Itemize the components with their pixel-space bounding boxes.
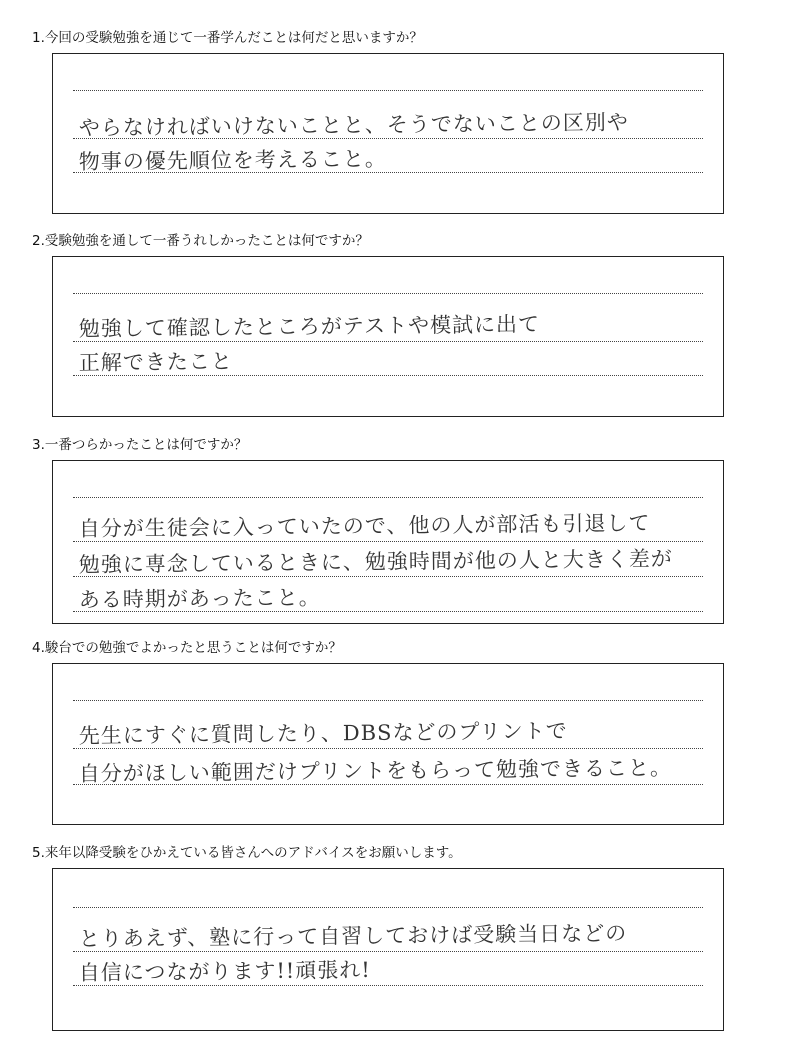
handwritten-answer-line: 勉強に専念しているときに、勉強時間が他の人と大きく差が (78, 546, 673, 578)
handwritten-answer-line: 自分が生徒会に入っていたので、他の人が部活も引退して (78, 511, 651, 542)
handwritten-answer-line: やらなければいけないことと、そうでないことの区別や (78, 110, 629, 141)
question-label: 1.今回の受験勉強を通じて一番学んだことは何だと思いますか？ (32, 30, 423, 46)
question-label: 4.駿台での勉強でよかったと思うことは何ですか？ (32, 640, 342, 656)
question-label: 3.一番つらかったことは何ですか？ (32, 437, 248, 453)
question-label: 5.来年以降受験をひかえている皆さんへのアドバイスをお願いします。 (32, 845, 462, 861)
answer-rule-line (73, 90, 703, 91)
answer-rule-line (73, 907, 703, 908)
answer-rule-line (73, 293, 703, 294)
handwritten-answer-line: 正解できたこと (78, 349, 233, 376)
handwritten-answer-line: ある時期があったこと。 (78, 585, 321, 613)
answer-rule-line (73, 497, 703, 498)
answer-box (52, 868, 724, 1031)
handwritten-answer-line: とりあえず、塾に行って自習しておけば受験当日などの (78, 921, 628, 952)
handwritten-answer-line: 自信につながります!!頑張れ! (78, 957, 371, 986)
handwritten-answer-line: 勉強して確認したところがテストや模試に出て (78, 312, 541, 342)
answer-box (52, 663, 724, 825)
answer-box (52, 460, 724, 624)
answer-rule-line (73, 700, 703, 701)
handwritten-answer-line: 自分がほしい範囲だけプリントをもらって勉強できること。 (78, 755, 673, 787)
handwritten-answer-line: 先生にすぐに質問したり、DBSなどのプリントで (78, 718, 568, 749)
handwritten-answer-line: 物事の優先順位を考えること。 (78, 146, 387, 175)
answer-box (52, 53, 724, 214)
question-label: 2.受験勉強を通して一番うれしかったことは何ですか？ (32, 233, 369, 249)
answer-box (52, 256, 724, 417)
